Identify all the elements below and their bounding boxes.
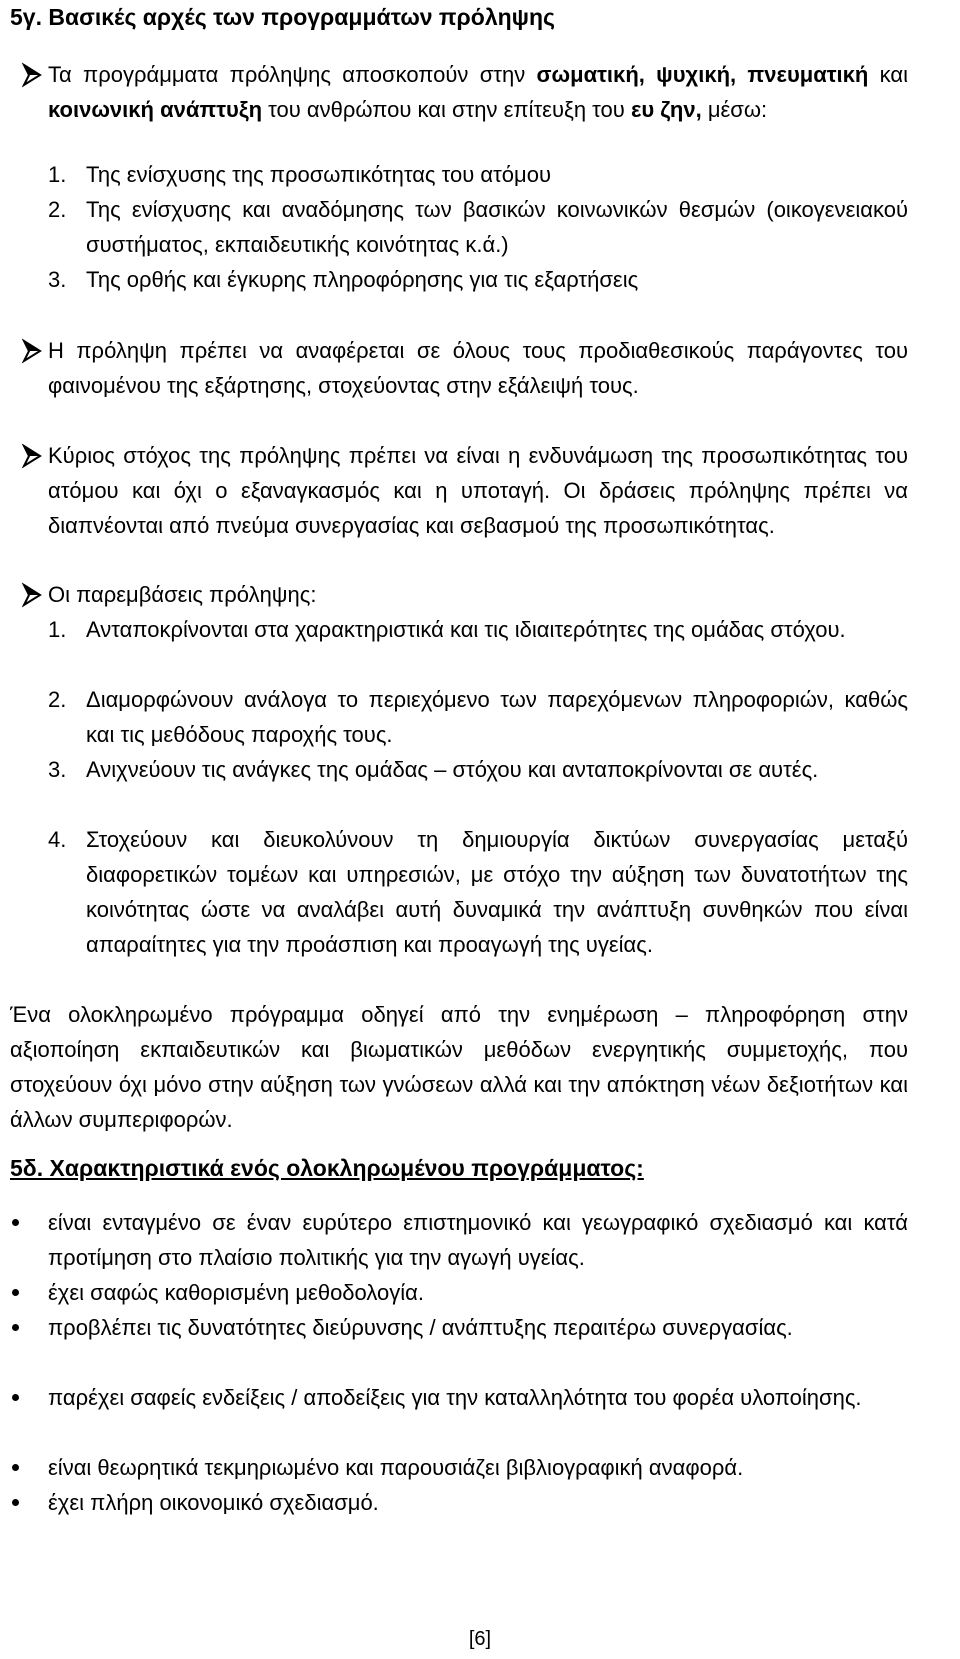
risk-factors-paragraph: Η πρόληψη πρέπει να αναφέρεται σε όλους τους προδιαθεσικούς παράγοντες του φαινομένου της εξάρτησης, στοχεύοντας στην εξάλειψή τους. <box>48 338 908 398</box>
integrated-program-paragraph: Ένα ολοκληρωμένο πρόγραμμα οδηγεί από την ενημέρωση – πληροφόρηση στην αξιοποίηση εκπαιδευτικών και βιωματικών μεθόδων ενεργητικής συμμετοχής, που στοχεύουν όχι μόνο στην αύξηση των γνώσεων αλλά και την απόκτηση νέων δεξιοτήτων και άλλων συμπεριφορών. <box>10 1002 908 1132</box>
list-item: Της ενίσχυσης της προσωπικότητας του ατόμου <box>86 162 551 187</box>
list-number: 3. <box>48 757 67 782</box>
list-number: 4. <box>48 827 67 852</box>
list-item: είναι θεωρητικά τεκμηριωμένο και παρουσιάζει βιβλιογραφική αναφορά. <box>48 1455 744 1480</box>
p1-bold-2: κοινωνική ανάπτυξη <box>48 97 263 122</box>
round-bullet-icon <box>12 1289 19 1296</box>
p1-bold-3: ευ ζην, <box>630 97 702 122</box>
list-item: Της ορθής και έγκυρης πληροφόρησης για τις εξαρτήσεις <box>86 267 639 292</box>
list-number: 1. <box>48 617 67 642</box>
list-item: Ανιχνεύουν τις ανάγκες της ομάδας – στόχου και ανταποκρίνονται σε αυτές. <box>86 757 819 782</box>
arrow-bullet-icon <box>22 62 42 88</box>
list-item: Ανταποκρίνονται στα χαρακτηριστικά και τις ιδιαιτερότητες της ομάδας στόχου. <box>86 617 846 642</box>
page-number: [6] <box>468 1628 492 1650</box>
round-bullet-icon <box>12 1394 19 1401</box>
arrow-bullet-icon <box>22 443 42 469</box>
list-number: 3. <box>48 267 67 292</box>
list-item: είναι ενταγμένο σε έναν ευρύτερο επιστημονικό και γεωγραφικό σχεδιασμό και κατά προτίμηση στο πλαίσιο πολιτικής για την αγωγή υγείας. <box>48 1210 908 1270</box>
list-item: παρέχει σαφείς ενδείξεις / αποδείξεις για την καταλληλότητα του φορέα υλοποίησης. <box>48 1385 862 1410</box>
list-number: 2. <box>48 197 67 222</box>
section-5d-title: 5δ. Χαρακτηριστικά ενός ολοκληρωμένου προγράμματος: <box>10 1155 644 1181</box>
list-item: Της ενίσχυσης και αναδόμησης των βασικών κοινωνικών θεσμών (οικογενειακού συστήματος, εκπαιδευτικής κοινότητας κ.ά.) <box>86 197 908 257</box>
p1-text-a: Τα προγράμματα πρόληψης αποσκοπούν στην <box>48 62 537 87</box>
main-goal-paragraph: Κύριος στόχος της πρόληψης πρέπει να είναι η ενδυνάμωση της προσωπικότητας του ατόμου και όχι ο εξαναγκασμός και η υποταγή. Οι δράσεις πρόληψης πρέπει να διαπνέονται από πνεύμα συνεργασίας και σεβασμού της προσωπικότητας. <box>48 443 908 538</box>
p1-text-d: του ανθρώπου και στην επίτευξη του <box>262 97 631 122</box>
list-item: έχει σαφώς καθορισμένη μεθοδολογία. <box>48 1280 424 1305</box>
list-item: Στοχεύουν και διευκολύνουν τη δημιουργία δικτύων συνεργασίας μεταξύ διαφορετικών τομέων και υπηρεσιών, με στόχο την αύξηση των δυνατοτήτων της κοινότητας ώστε να αναλάβει αυτή δυναμικά την ανάπτυξη συνθηκών που είναι απαραίτητες για την προάσπιση και προαγωγή της υγείας. <box>86 827 908 957</box>
list-item: Διαμορφώνουν ανάλογα το περιεχόμενο των παρεχόμενων πληροφοριών, καθώς και τις μεθόδους παροχής τους. <box>86 687 908 747</box>
p1-bold-1: σωματική, ψυχική, πνευματική <box>536 62 869 87</box>
p1-text-e: μέσω: <box>701 97 768 122</box>
list-number: 2. <box>48 687 67 712</box>
round-bullet-icon <box>12 1464 19 1471</box>
section-5g-title: 5γ. Βασικές αρχές των προγραμμάτων πρόληψης <box>10 4 555 30</box>
p1-text-c: και <box>868 62 909 87</box>
interventions-paragraph: Οι παρεμβάσεις πρόληψης: <box>48 582 317 607</box>
list-item: προβλέπει τις δυνατότητες διεύρυνσης / ανάπτυξης περαιτέρω συνεργασίας. <box>48 1315 793 1340</box>
prevention-goals-paragraph <box>48 57 908 127</box>
round-bullet-icon <box>12 1324 19 1331</box>
arrow-bullet-icon <box>22 582 42 608</box>
list-item: έχει πλήρη οικονομικό σχεδιασμό. <box>48 1490 379 1515</box>
list-number: 1. <box>48 162 67 187</box>
round-bullet-icon <box>12 1219 19 1226</box>
arrow-bullet-icon <box>22 338 42 364</box>
round-bullet-icon <box>12 1499 19 1506</box>
